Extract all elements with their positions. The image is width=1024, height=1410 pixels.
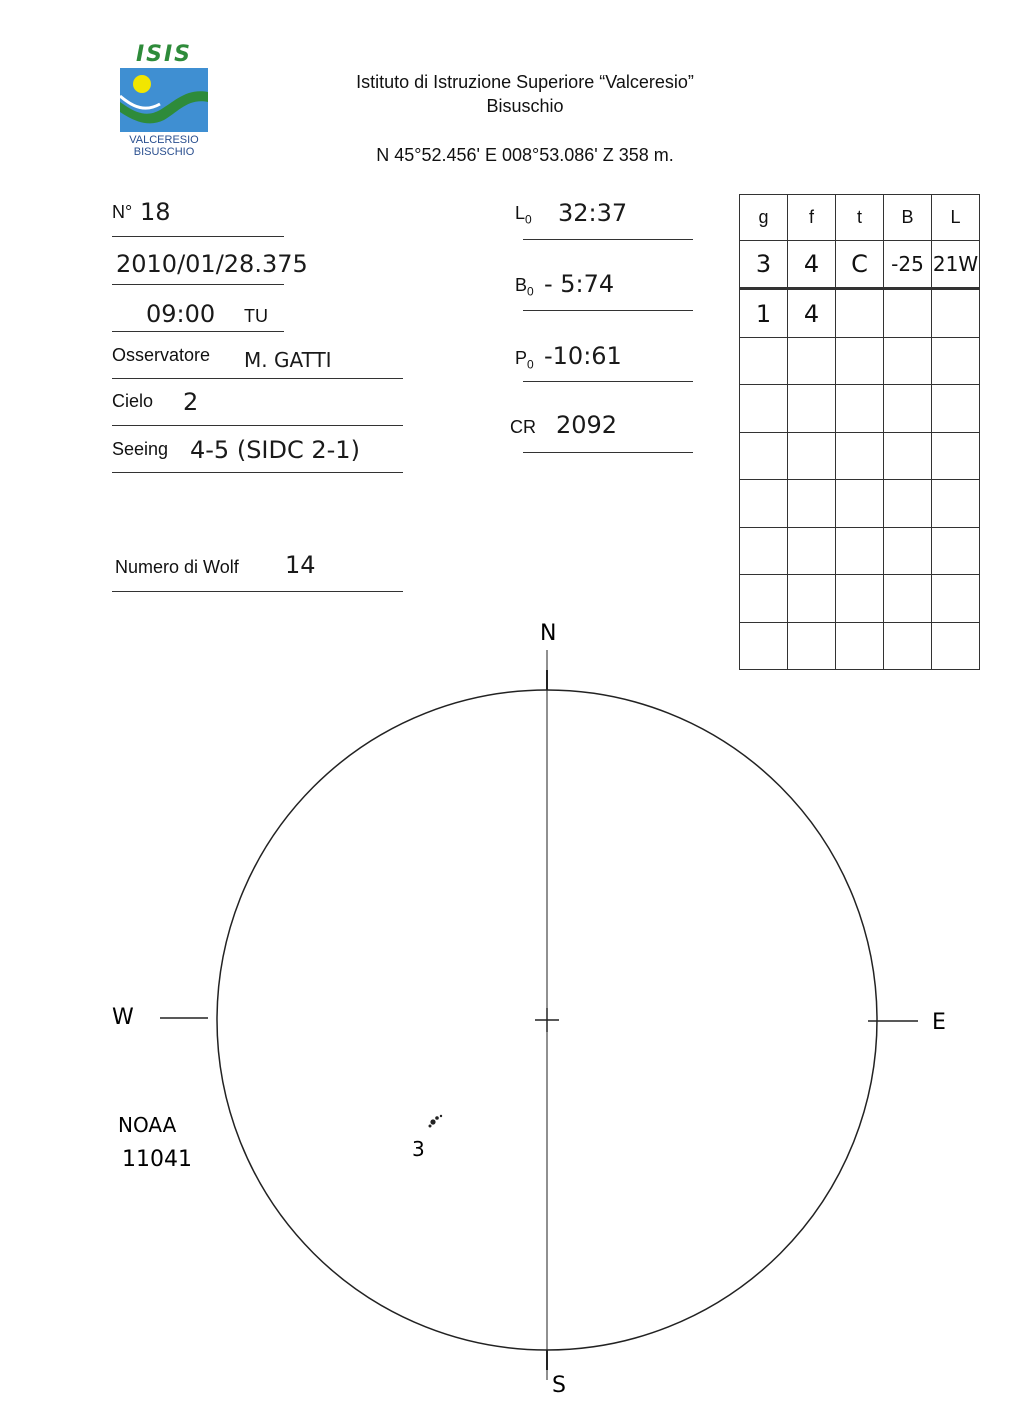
date-underline bbox=[112, 284, 284, 285]
table-row bbox=[740, 337, 980, 384]
observer-value: M. GATTI bbox=[244, 348, 332, 372]
table-cell bbox=[740, 527, 788, 574]
table-cell bbox=[884, 289, 932, 337]
table-cell bbox=[788, 432, 836, 479]
sunspot-group-table bbox=[739, 194, 980, 670]
table-cell bbox=[740, 337, 788, 384]
table-cell bbox=[788, 527, 836, 574]
logo-caption-line2: BISUSCHIO bbox=[133, 146, 195, 158]
seeing-value: 4-5 (SIDC 2-1) bbox=[190, 436, 360, 464]
wolf-value: 14 bbox=[285, 551, 316, 579]
logo-emblem bbox=[120, 68, 208, 132]
school-logo bbox=[112, 42, 216, 166]
table-cell bbox=[932, 385, 980, 432]
sun-wave-icon bbox=[120, 68, 208, 132]
observer-label: Osservatore bbox=[112, 345, 211, 365]
time-unit: TU bbox=[244, 306, 268, 326]
table-cell bbox=[932, 527, 980, 574]
l0-value: 32:37 bbox=[558, 199, 628, 227]
table-cell bbox=[836, 385, 884, 432]
time-underline bbox=[112, 331, 284, 332]
table-cell bbox=[932, 432, 980, 479]
p0-value: -10:61 bbox=[544, 342, 622, 370]
table-cell bbox=[884, 432, 932, 479]
north-label: N bbox=[540, 621, 557, 646]
column-header: f bbox=[788, 195, 836, 241]
table-cell bbox=[932, 480, 980, 527]
table-cell: -25 bbox=[884, 241, 932, 289]
sky-label: Cielo bbox=[112, 391, 154, 411]
table-cell bbox=[740, 480, 788, 527]
west-label: W bbox=[112, 1005, 134, 1030]
cr-underline bbox=[523, 452, 693, 453]
column-header: B bbox=[884, 195, 932, 241]
logo-caption bbox=[112, 134, 216, 158]
l0-label: $L_0$ bbox=[515, 203, 532, 227]
noaa-region-number: 11041 bbox=[122, 1147, 192, 1172]
p0-label: $P_0$ bbox=[515, 348, 534, 372]
table-cell bbox=[836, 480, 884, 527]
school-town: Bisuschio bbox=[486, 96, 564, 116]
table-cell bbox=[740, 385, 788, 432]
table-header-row bbox=[740, 195, 980, 241]
wolf-underline bbox=[112, 591, 403, 592]
date-value: 2010/01/28.375 bbox=[116, 250, 308, 278]
p0-underline bbox=[523, 381, 693, 382]
column-header: g bbox=[740, 195, 788, 241]
sky-value: 2 bbox=[183, 388, 199, 416]
table-cell bbox=[884, 480, 932, 527]
number-label: N° bbox=[112, 202, 133, 222]
table-row bbox=[740, 527, 980, 574]
table-cell bbox=[884, 527, 932, 574]
sunspot bbox=[440, 1115, 442, 1117]
table-cell bbox=[884, 385, 932, 432]
table-cell bbox=[788, 480, 836, 527]
table-cell bbox=[836, 527, 884, 574]
table-cell bbox=[836, 432, 884, 479]
table-cell bbox=[740, 432, 788, 479]
table-cell bbox=[788, 385, 836, 432]
column-header: L bbox=[932, 195, 980, 241]
table-cell: 4 bbox=[788, 289, 836, 337]
observatory-coordinates: N 45°52.456' E 008°53.086' Z 358 m. bbox=[376, 145, 674, 165]
south-label: S bbox=[552, 1373, 566, 1398]
solar-disk-drawing bbox=[0, 600, 1024, 1410]
sky-underline bbox=[112, 425, 403, 426]
seeing-underline bbox=[112, 472, 403, 473]
logo-wordmark: ISIS bbox=[135, 42, 193, 67]
table-row bbox=[740, 432, 980, 479]
sunspot bbox=[430, 1119, 435, 1124]
table-cell bbox=[884, 337, 932, 384]
column-header: t bbox=[836, 195, 884, 241]
cr-value: 2092 bbox=[556, 411, 618, 439]
table-row bbox=[740, 480, 980, 527]
table-cell bbox=[932, 289, 980, 337]
table-cell bbox=[836, 337, 884, 384]
table-cell: 21W bbox=[932, 241, 980, 289]
observer-underline bbox=[112, 378, 403, 379]
cr-label: CR bbox=[510, 417, 536, 437]
table-cell bbox=[836, 289, 884, 337]
b0-label: $B_0$ bbox=[515, 275, 534, 299]
time-value: 09:00 bbox=[146, 300, 216, 328]
east-label: E bbox=[932, 1010, 946, 1035]
b0-value: - 5:74 bbox=[544, 270, 615, 298]
noaa-label: NOAA bbox=[118, 1113, 177, 1137]
sunspot-group bbox=[429, 1115, 443, 1128]
school-name: Istituto di Istruzione Superiore “Valceresio” bbox=[356, 72, 694, 92]
table-row bbox=[740, 385, 980, 432]
l0-underline bbox=[523, 239, 693, 240]
table-cell bbox=[788, 337, 836, 384]
table-cell: 4 bbox=[788, 241, 836, 289]
table-row bbox=[740, 241, 980, 289]
seeing-label: Seeing bbox=[112, 439, 169, 459]
table-cell bbox=[932, 337, 980, 384]
b0-underline bbox=[523, 310, 693, 311]
table-cell: 3 bbox=[740, 241, 788, 289]
wolf-label: Numero di Wolf bbox=[115, 557, 239, 577]
sunspot bbox=[429, 1125, 432, 1128]
table-cell: 1 bbox=[740, 289, 788, 337]
group-number-label: 3 bbox=[412, 1137, 425, 1161]
table-row bbox=[740, 289, 980, 337]
number-underline bbox=[112, 236, 284, 237]
table-cell: C bbox=[836, 241, 884, 289]
logo-caption-line1: VALCERESIO bbox=[129, 134, 199, 146]
number-value: 18 bbox=[140, 198, 171, 226]
sunspot bbox=[435, 1116, 439, 1120]
